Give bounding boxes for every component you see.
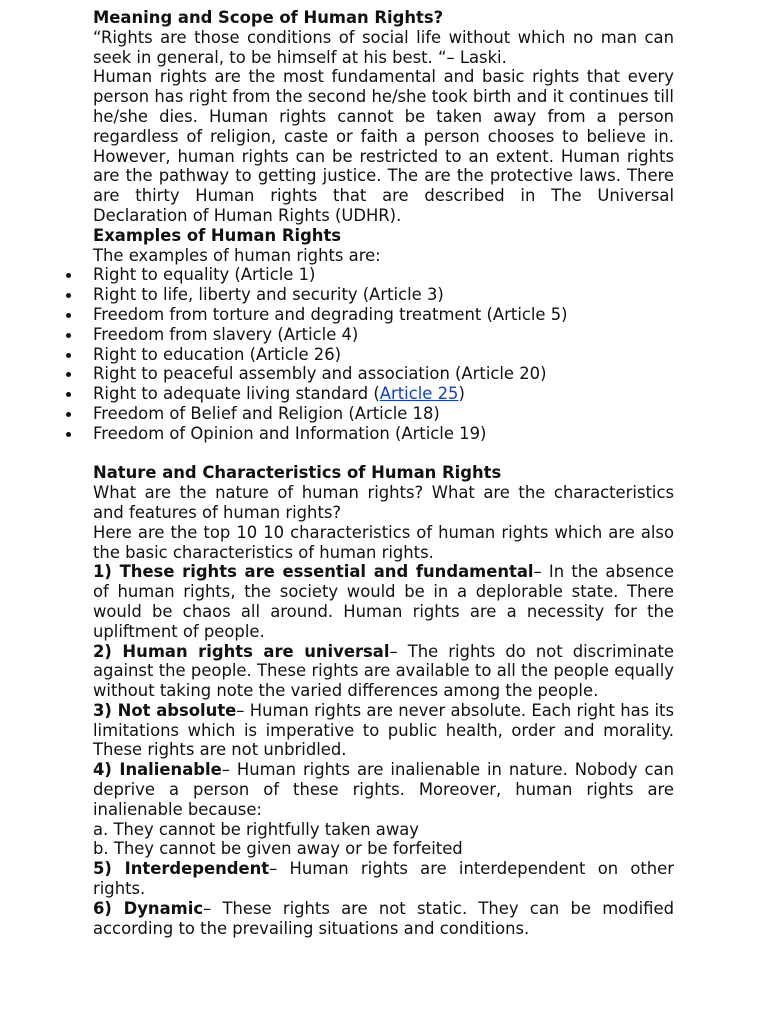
characteristic-3 — [93, 701, 674, 760]
list-item — [93, 364, 674, 384]
section-heading-meaning: Meaning and Scope of Human Rights? — [93, 8, 444, 27]
list-item-text: Freedom from torture and degrading treatment (Article 5) — [93, 304, 568, 324]
characteristic-6 — [93, 899, 674, 939]
list-item-text-after: ) — [458, 384, 465, 404]
laski-quote: “Rights are those conditions of social life without which no man can seek in general, to be himself at his best. “– Laski. — [93, 27, 674, 67]
bullet-icon — [66, 353, 71, 358]
examples-intro: The examples of human rights are: — [93, 245, 381, 265]
characteristic-title: 5) Interdependent — [93, 859, 270, 879]
characteristic-title: 2) Human rights are universal — [93, 641, 390, 661]
bullet-icon — [66, 412, 71, 417]
characteristic-5 — [93, 859, 674, 899]
characteristic-4b: b. They cannot be given away or be forfeited — [93, 839, 463, 859]
article-25-link[interactable]: Article 25 — [379, 384, 459, 404]
characteristic-title: 3) Not absolute — [93, 700, 237, 720]
list-item-text: Right to peaceful assembly and association (Article 20) — [93, 364, 547, 384]
bullet-icon — [66, 293, 71, 298]
list-item — [93, 325, 674, 345]
characteristic-text: – Human rights are interdependent on other rights. — [93, 859, 674, 899]
characteristic-4 — [93, 760, 674, 819]
bullet-icon — [66, 273, 71, 278]
spacer — [93, 444, 674, 464]
nature-intro: Here are the top 10 10 characteristics of human rights which are also the basic characteristics of human rights. — [93, 522, 674, 562]
list-item — [93, 285, 674, 305]
list-item-text: Right to life, liberty and security (Article 3) — [93, 285, 444, 305]
characteristic-2 — [93, 642, 674, 701]
characteristic-text: – Human rights are never absolute. Each right has its limitations which is imperative to public health, order and morality. These rights are not unbridled. — [93, 700, 674, 760]
section-heading-nature: Nature and Characteristics of Human Rights — [93, 463, 502, 483]
examples-list — [93, 265, 674, 443]
list-item — [93, 345, 674, 365]
bullet-icon — [66, 333, 71, 338]
list-item-text: Freedom of Belief and Religion (Article 18) — [93, 403, 440, 423]
list-item-text: Freedom of Opinion and Information (Article 19) — [93, 423, 487, 443]
nature-question: What are the nature of human rights? What are the characteristics and features of human rights? — [93, 483, 674, 522]
list-item — [93, 404, 674, 424]
bullet-icon — [66, 372, 71, 377]
document-page — [93, 8, 674, 938]
bullet-icon — [66, 432, 71, 437]
characteristic-text: – Human rights are inalienable in nature. Nobody can deprive a person of these rights. Moreover, human rights are inalienable because: — [93, 760, 674, 819]
characteristic-title: 4) Inalienable — [93, 760, 222, 780]
meaning-paragraph: Human rights are the most fundamental and basic rights that every person has right from the second he/she took birth and it continues till he/she dies. Human rights cannot be taken away from a person regardless of religion, caste or faith a person chooses to believe in. However, human rights can be restricted to an extent. Human rights are the pathway to getting justice. The are the protective laws. There are thirty Human rights that are described in The Universal Declaration of Human Rights (UDHR). — [93, 67, 674, 225]
list-item — [93, 424, 674, 444]
bullet-icon — [66, 392, 71, 397]
bullet-icon — [66, 313, 71, 318]
list-item — [93, 384, 674, 404]
characteristic-title: 1) These rights are essential and fundamental — [93, 562, 534, 582]
characteristic-text: – These rights are not static. They can be modified according to the prevailing situations and conditions. — [93, 898, 674, 938]
list-item-text-before: Right to adequate living standard ( — [93, 384, 380, 404]
characteristic-title: 6) Dynamic — [93, 898, 204, 918]
list-item-text: Right to education (Article 26) — [93, 344, 342, 364]
characteristic-4a: a. They cannot be rightfully taken away — [93, 819, 419, 839]
characteristic-text: – In the absence of human rights, the society would be in a deplorable state. There would be chaos all around. Human rights are a necessity for the upliftment of people. — [93, 562, 674, 641]
list-item — [93, 305, 674, 325]
list-item — [93, 265, 674, 285]
characteristic-text: – The rights do not discriminate against the people. These rights are available to all the people equally without taking note the varied differences among the people. — [93, 641, 674, 701]
list-item-text: Freedom from slavery (Article 4) — [93, 324, 359, 344]
section-heading-examples: Examples of Human Rights — [93, 225, 342, 245]
list-item-text: Right to equality (Article 1) — [93, 265, 316, 285]
characteristic-1 — [93, 562, 674, 641]
